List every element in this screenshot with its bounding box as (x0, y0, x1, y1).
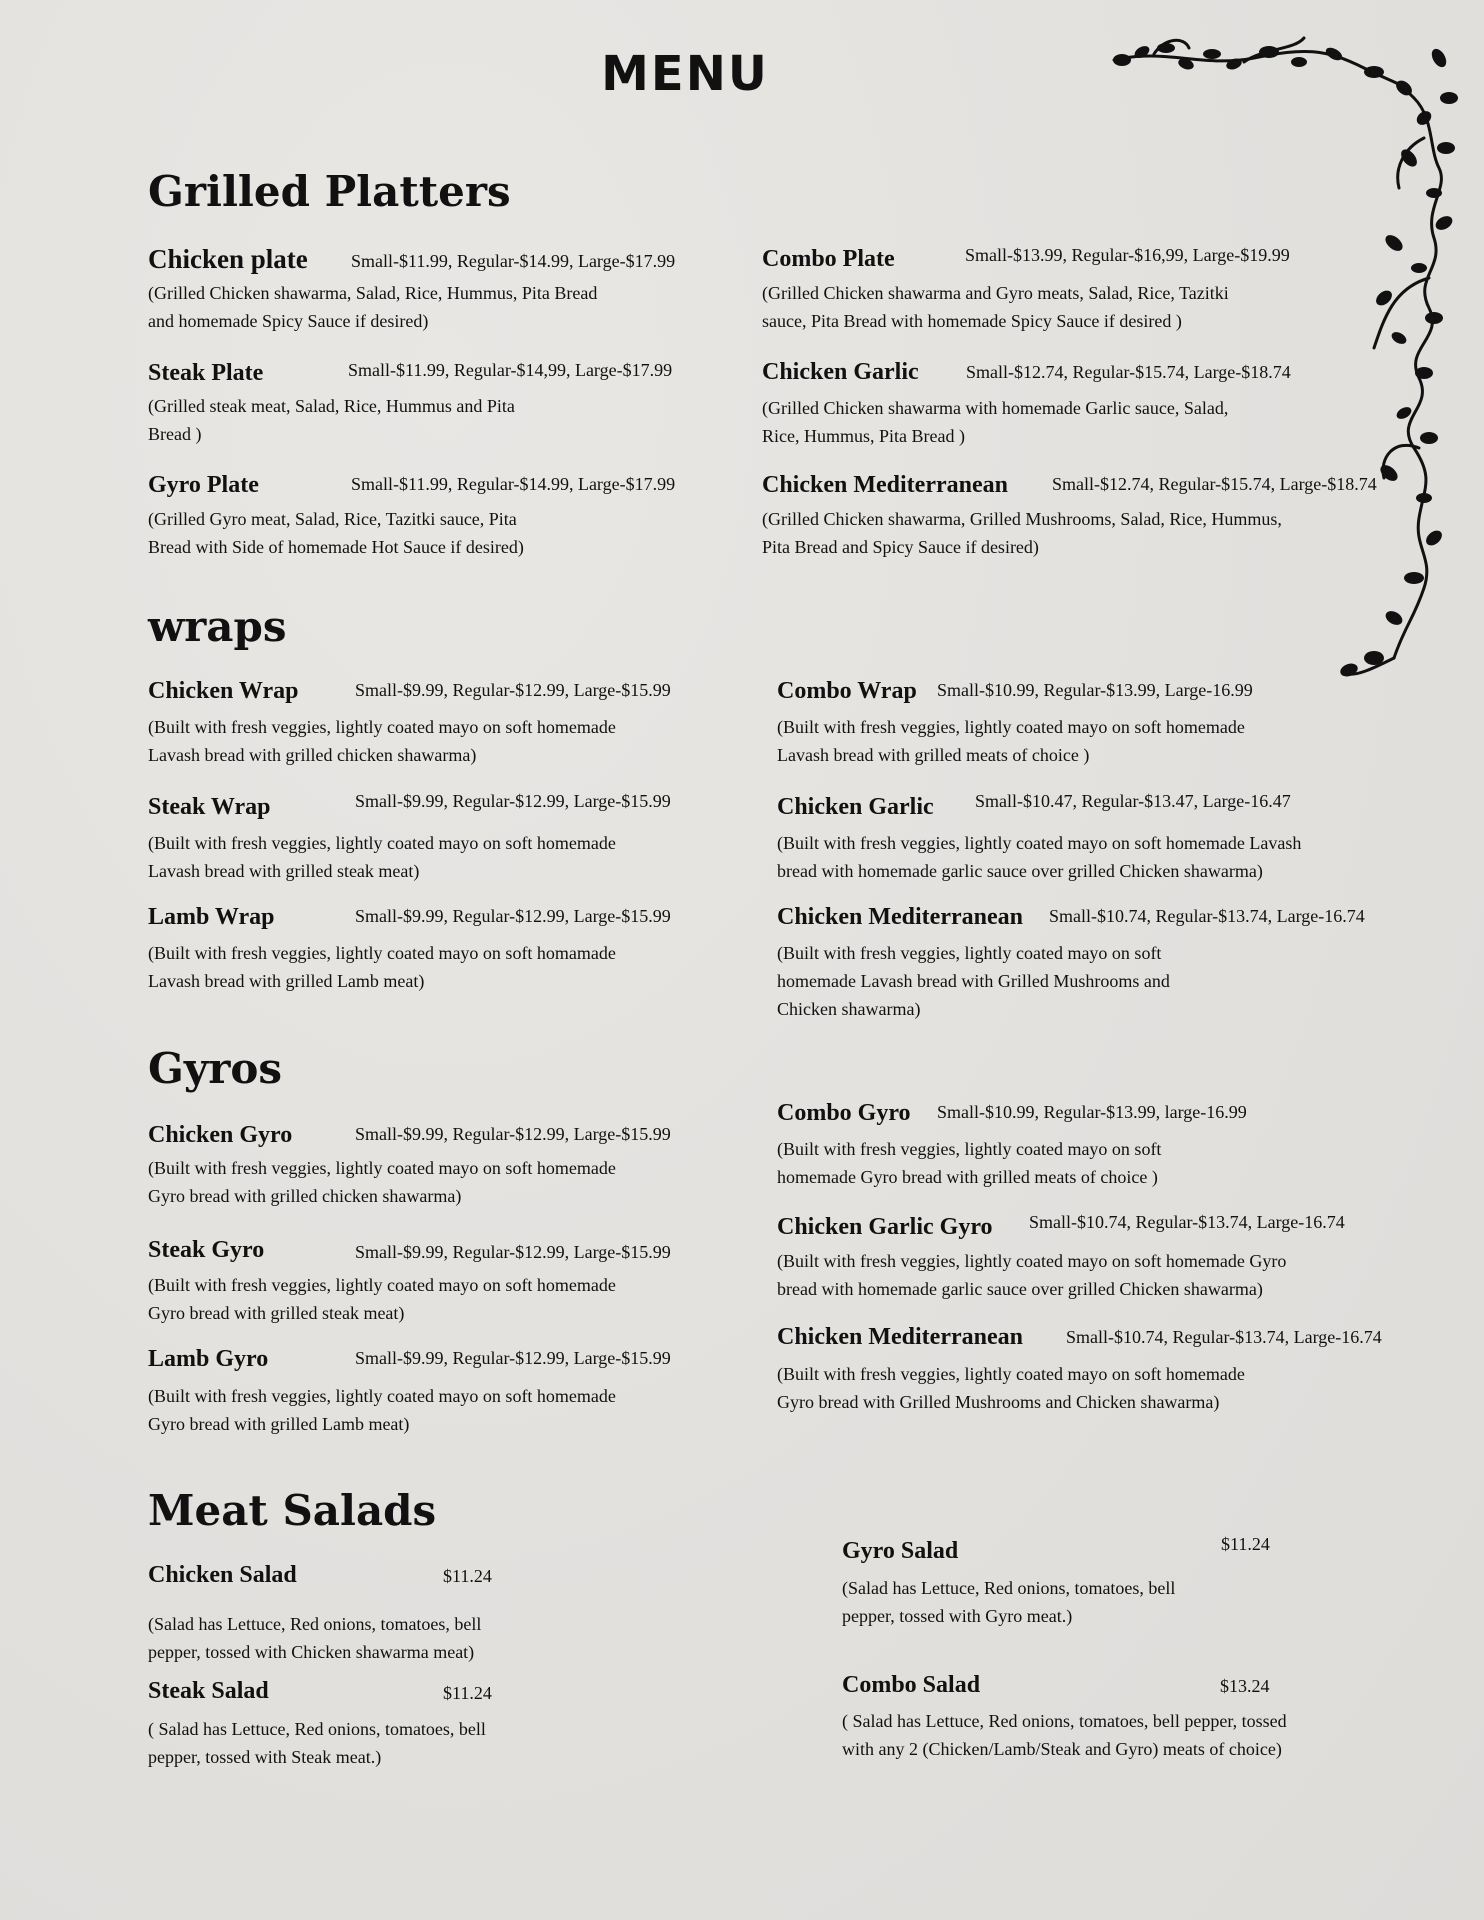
item-desc-chicken-mediterranean-wrap: (Built with fresh veggies, lightly coated mayo on soft homemade Lavash bread with Grilled Mushrooms and Chicken shawarma) (777, 943, 1170, 1019)
item-desc-steak-gyro: (Built with fresh veggies, lightly coated mayo on soft homemade Gyro bread with grilled steak meat) (148, 1275, 616, 1323)
item-name-lamb-wrap: Lamb Wrap (148, 904, 275, 930)
item-name-steak-salad: Steak Salad (148, 1678, 269, 1704)
item-desc-gyro-plate: (Grilled Gyro meat, Salad, Rice, Tazitki sauce, Pita Bread with Side of homemade Hot Sauce if desired) (148, 509, 524, 557)
item-price-gyro-salad: $11.24 (1221, 1534, 1270, 1554)
item-desc-combo-plate: (Grilled Chicken shawarma and Gyro meats, Salad, Rice, Tazitki sauce, Pita Bread with homemade Spicy Sauce if desired ) (762, 283, 1229, 331)
item-name-steak-plate: Steak Plate (148, 360, 264, 386)
section-title-wraps: wraps (148, 602, 287, 651)
section-title-grilled-platters: Grilled Platters (148, 167, 511, 216)
item-desc-lamb-wrap: (Built with fresh veggies, lightly coated mayo on soft homamade Lavash bread with grilled Lamb meat) (148, 943, 616, 991)
item-price-steak-salad: $11.24 (443, 1683, 492, 1703)
item-name-chicken-mediterranean-gyro: Chicken Mediterranean (777, 1324, 1023, 1350)
item-name-chicken-garlic-plate: Chicken Garlic (762, 359, 919, 385)
item-price-lamb-gyro: Small-$9.99, Regular-$12.99, Large-$15.99 (355, 1348, 671, 1368)
item-desc-chicken-mediterranean-gyro: (Built with fresh veggies, lightly coated mayo on soft homemade Gyro bread with Grilled Mushrooms and Chicken shawarma) (777, 1364, 1245, 1412)
item-name-steak-gyro: Steak Gyro (148, 1237, 265, 1263)
item-price-combo-gyro: Small-$10.99, Regular-$13.99, large-16.99 (937, 1102, 1247, 1122)
item-desc-chicken-garlic-wrap: (Built with fresh veggies, lightly coated mayo on soft homemade Lavash bread with homemade garlic sauce over grilled Chicken shawarma) (777, 833, 1302, 881)
item-desc-steak-wrap: (Built with fresh veggies, lightly coated mayo on soft homemade Lavash bread with grilled steak meat) (148, 833, 616, 881)
item-price-combo-wrap: Small-$10.99, Regular-$13.99, Large-16.99 (937, 680, 1253, 700)
item-price-chicken-wrap: Small-$9.99, Regular-$12.99, Large-$15.99 (355, 680, 671, 700)
item-desc-chicken-gyro: (Built with fresh veggies, lightly coated mayo on soft homemade Gyro bread with grilled chicken shawarma) (148, 1158, 616, 1206)
item-price-steak-wrap: Small-$9.99, Regular-$12.99, Large-$15.99 (355, 791, 671, 811)
item-price-combo-plate: Small-$13.99, Regular-$16,99, Large-$19.99 (965, 245, 1290, 265)
item-name-steak-wrap: Steak Wrap (148, 794, 271, 820)
item-desc-steak-salad: ( Salad has Lettuce, Red onions, tomatoes, bell pepper, tossed with Steak meat.) (148, 1719, 486, 1767)
item-name-gyro-plate: Gyro Plate (148, 472, 259, 498)
item-price-steak-gyro: Small-$9.99, Regular-$12.99, Large-$15.99 (355, 1242, 671, 1262)
item-desc-gyro-salad: (Salad has Lettuce, Red onions, tomatoes, bell pepper, tossed with Gyro meat.) (842, 1578, 1176, 1626)
item-price-chicken-mediterranean-gyro: Small-$10.74, Regular-$13.74, Large-16.74 (1066, 1327, 1382, 1347)
item-price-combo-salad: $13.24 (1220, 1676, 1270, 1696)
item-price-chicken-garlic-wrap: Small-$10.47, Regular-$13.47, Large-16.47 (975, 791, 1291, 811)
item-price-chicken-plate: Small-$11.99, Regular-$14.99, Large-$17.99 (351, 251, 676, 271)
floral-vine-decoration (1094, 18, 1464, 698)
item-name-chicken-garlic-gyro: Chicken Garlic Gyro (777, 1214, 993, 1240)
item-name-gyro-salad: Gyro Salad (842, 1538, 959, 1564)
item-desc-chicken-garlic-gyro: (Built with fresh veggies, lightly coated mayo on soft homemade Gyro bread with homemade garlic sauce over grilled Chicken shawarma) (777, 1251, 1287, 1299)
item-price-chicken-salad: $11.24 (443, 1566, 492, 1586)
item-name-chicken-salad: Chicken Salad (148, 1562, 297, 1588)
item-desc-steak-plate: (Grilled steak meat, Salad, Rice, Hummus and Pita Bread ) (148, 396, 515, 444)
item-price-gyro-plate: Small-$11.99, Regular-$14.99, Large-$17.99 (351, 474, 676, 494)
item-name-chicken-plate: Chicken plate (148, 244, 308, 274)
item-price-chicken-garlic-plate: Small-$12.74, Regular-$15.74, Large-$18.74 (966, 362, 1291, 382)
item-name-combo-plate: Combo Plate (762, 246, 895, 272)
item-desc-chicken-garlic-plate: (Grilled Chicken shawarma with homemade Garlic sauce, Salad, Rice, Hummus, Pita Bread ) (762, 398, 1229, 446)
item-name-combo-gyro: Combo Gyro (777, 1100, 911, 1126)
item-desc-combo-gyro: (Built with fresh veggies, lightly coated mayo on soft homemade Gyro bread with grilled meats of choice ) (777, 1139, 1162, 1187)
item-name-chicken-gyro: Chicken Gyro (148, 1122, 293, 1148)
menu-title: MENU (601, 46, 769, 102)
section-title-meat-salads: Meat Salads (148, 1486, 437, 1535)
item-name-chicken-mediterranean-plate: Chicken Mediterranean (762, 472, 1008, 498)
item-name-chicken-garlic-wrap: Chicken Garlic (777, 794, 934, 820)
item-name-lamb-gyro: Lamb Gyro (148, 1346, 269, 1372)
item-price-chicken-mediterranean-wrap: Small-$10.74, Regular-$13.74, Large-16.74 (1049, 906, 1365, 926)
item-price-chicken-gyro: Small-$9.99, Regular-$12.99, Large-$15.99 (355, 1124, 671, 1144)
item-desc-chicken-plate: (Grilled Chicken shawarma, Salad, Rice, Hummus, Pita Bread and homemade Spicy Sauce if desired) (148, 283, 598, 331)
item-name-combo-salad: Combo Salad (842, 1672, 981, 1698)
item-desc-chicken-wrap: (Built with fresh veggies, lightly coated mayo on soft homemade Lavash bread with grilled chicken shawarma) (148, 717, 616, 765)
item-desc-chicken-salad: (Salad has Lettuce, Red onions, tomatoes, bell pepper, tossed with Chicken shawarma meat) (148, 1614, 482, 1662)
item-desc-chicken-mediterranean-plate: (Grilled Chicken shawarma, Grilled Mushrooms, Salad, Rice, Hummus, Pita Bread and Spicy Sauce if desired) (762, 509, 1282, 557)
item-name-chicken-mediterranean-wrap: Chicken Mediterranean (777, 904, 1023, 930)
item-name-combo-wrap: Combo Wrap (777, 678, 917, 704)
item-desc-lamb-gyro: (Built with fresh veggies, lightly coated mayo on soft homemade Gyro bread with grilled Lamb meat) (148, 1386, 616, 1434)
item-desc-combo-salad: ( Salad has Lettuce, Red onions, tomatoes, bell pepper, tossed with any 2 (Chicken/Lamb/Steak and Gyro) meats of choice) (842, 1711, 1287, 1759)
item-price-steak-plate: Small-$11.99, Regular-$14,99, Large-$17.99 (348, 360, 673, 380)
section-title-gyros: Gyros (148, 1044, 283, 1093)
item-name-chicken-wrap: Chicken Wrap (148, 678, 299, 704)
item-desc-combo-wrap: (Built with fresh veggies, lightly coated mayo on soft homemade Lavash bread with grilled meats of choice ) (777, 717, 1245, 765)
item-price-chicken-garlic-gyro: Small-$10.74, Regular-$13.74, Large-16.74 (1029, 1212, 1345, 1232)
item-price-chicken-mediterranean-plate: Small-$12.74, Regular-$15.74, Large-$18.74 (1052, 474, 1377, 494)
item-price-lamb-wrap: Small-$9.99, Regular-$12.99, Large-$15.99 (355, 906, 671, 926)
